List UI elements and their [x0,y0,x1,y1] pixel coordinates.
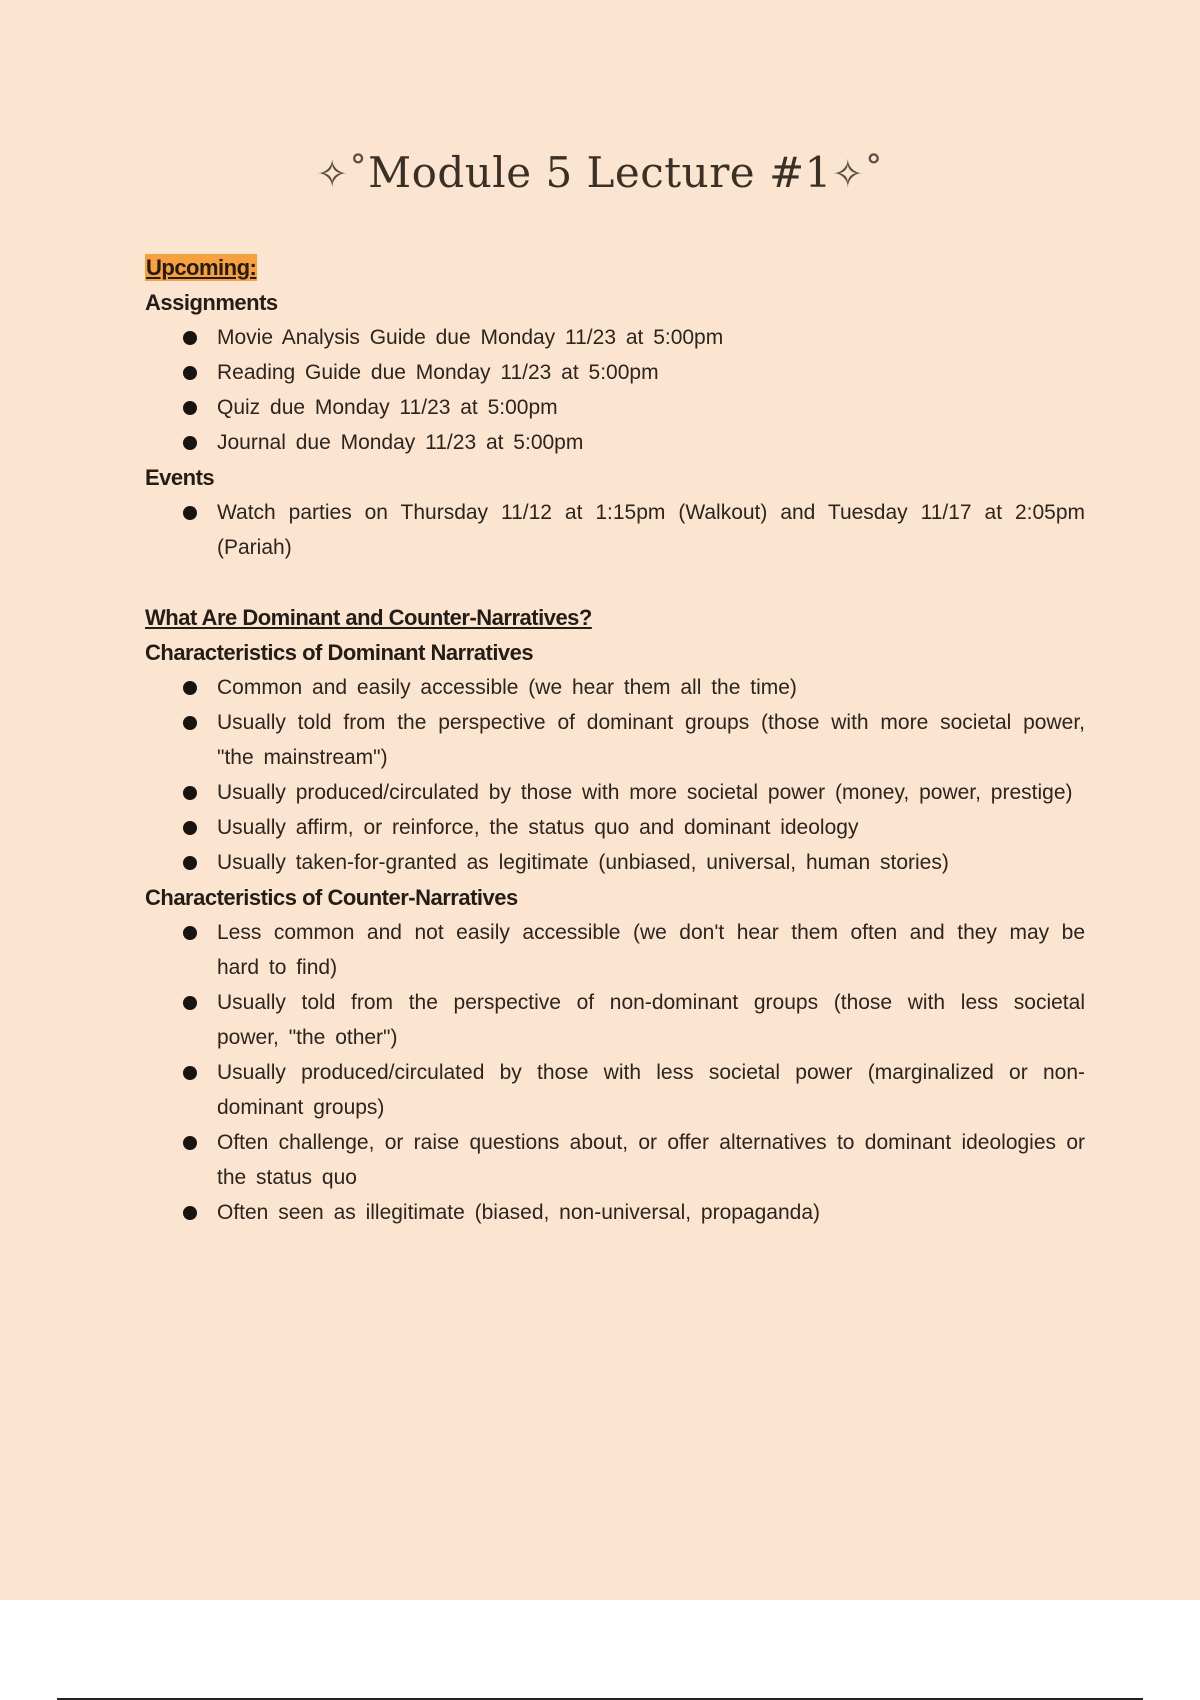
list-item [145,985,1085,1055]
bullet-icon [183,1206,197,1220]
bullet-icon [183,821,197,835]
list-item [145,845,1085,880]
list-item-text: Usually taken-for-granted as legitimate (unbiased, universal, human stories) [217,851,949,874]
page-title [0,148,1200,197]
bullet-icon [183,1066,197,1080]
bullet-icon [183,996,197,1010]
list-item [145,390,1085,425]
list-item [145,495,1085,565]
bullet-icon [183,436,197,450]
list-item-text: Quiz due Monday 11/23 at 5:00pm [217,396,558,419]
list-item [145,1125,1085,1195]
list-item [145,320,1085,355]
list-item [145,425,1085,460]
list-item [145,775,1085,810]
bullet-icon [183,681,197,695]
list-item-text: Reading Guide due Monday 11/23 at 5:00pm [217,361,659,384]
list-item [145,915,1085,985]
bullet-icon [183,926,197,940]
bullet-icon [183,1136,197,1150]
list-item-text: Less common and not easily accessible (we don't hear them often and they may be hard to find) [217,921,1085,979]
list-item-text: Usually produced/circulated by those with less societal power (marginalized or non-dominant groups) [217,1061,1085,1119]
document-body [145,250,1085,1230]
list-item-text: Watch parties on Thursday 11/12 at 1:15pm (Walkout) and Tuesday 11/17 at 2:05pm (Pariah) [217,501,1085,559]
bullet-icon [183,716,197,730]
list-item-text: Journal due Monday 11/23 at 5:00pm [217,431,584,454]
sparkle-icon-left: ✧˚ [316,152,369,196]
bullet-icon [183,366,197,380]
list-item-text: Often challenge, or raise questions about, or offer alternatives to dominant ideologies or the status quo [217,1131,1085,1189]
list-item [145,670,1085,705]
upcoming-label [145,250,1085,285]
bullet-icon [183,331,197,345]
list-item [145,355,1085,390]
list-item-text: Often seen as illegitimate (biased, non-universal, propaganda) [217,1201,821,1224]
list-item [145,810,1085,845]
bullet-icon [183,401,197,415]
list-item [145,705,1085,775]
events-label: Events [145,465,215,490]
list-item-text: Usually told from the perspective of non-dominant groups (those with less societal power, "the other") [217,991,1085,1049]
assignments-list [145,320,1085,460]
list-item-text: Usually told from the perspective of dominant groups (those with more societal power, "the mainstream") [217,711,1085,769]
list-item-text: Common and easily accessible (we hear them all the time) [217,676,797,699]
section-heading: What Are Dominant and Counter-Narratives? [145,605,592,630]
list-item-text: Movie Analysis Guide due Monday 11/23 at 5:00pm [217,326,724,349]
bullet-icon [183,506,197,520]
counter-list [145,915,1085,1230]
upcoming-highlight: Upcoming: [146,255,257,280]
dominant-label: Characteristics of Dominant Narratives [145,640,534,665]
counter-label: Characteristics of Counter-Narratives [145,885,518,910]
spacer [145,565,1085,600]
list-item-text: Usually affirm, or reinforce, the status quo and dominant ideology [217,816,859,839]
page-title-text: Module 5 Lecture #1 [368,148,832,197]
list-item-text: Usually produced/circulated by those with more societal power (money, power, prestige) [217,781,1073,804]
sparkle-icon-right: ✧˚ [831,152,884,196]
events-list [145,495,1085,565]
assignments-label: Assignments [145,290,278,315]
bullet-icon [183,856,197,870]
bullet-icon [183,786,197,800]
dominant-list [145,670,1085,880]
list-item [145,1195,1085,1230]
list-item [145,1055,1085,1125]
